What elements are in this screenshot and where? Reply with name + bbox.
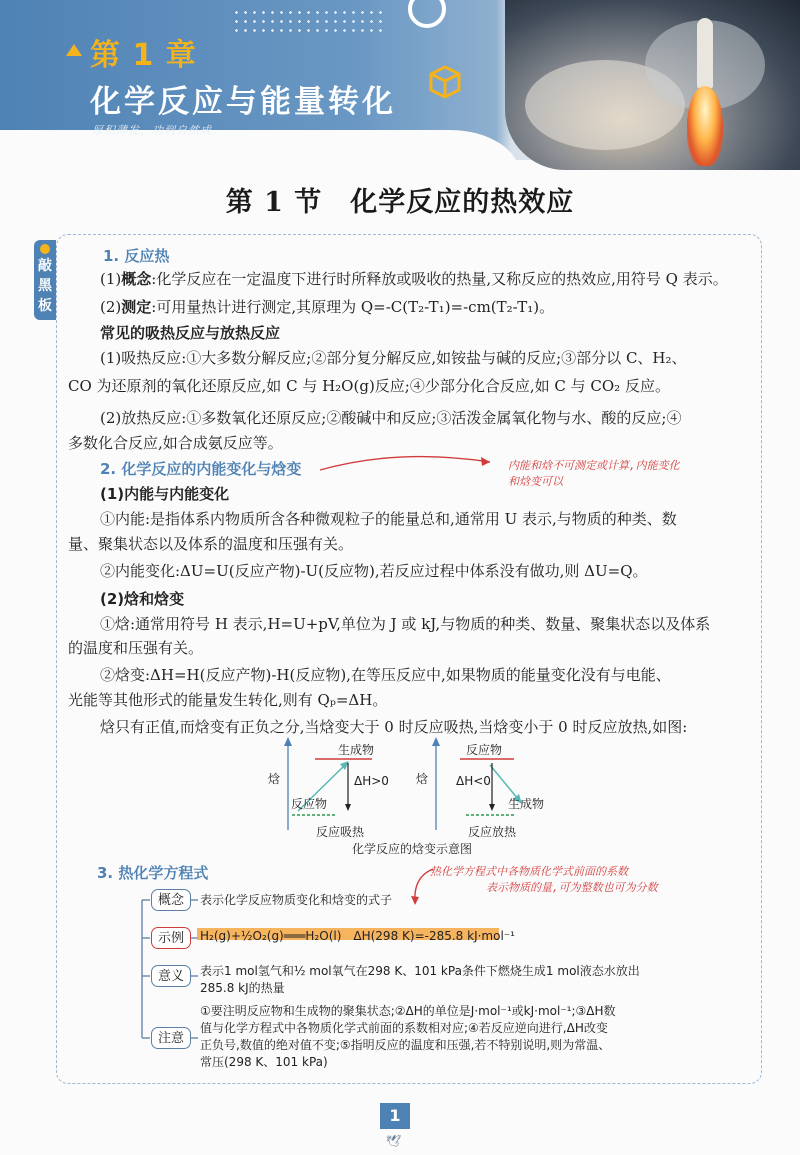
diagram-right-caption: 反应放热 — [468, 825, 517, 839]
bird-icon: 🕊 — [386, 1134, 402, 1148]
bulb-icon — [40, 244, 50, 254]
diagram-left-caption: 反应吸热 — [316, 825, 365, 839]
internal-energy-line-2: 量、聚集状态以及体系的温度和压强有关。 — [68, 535, 354, 553]
mindmap-concept-text: 表示化学反应物质变化和焓变的式子 — [200, 893, 393, 907]
enthalpy-change-line-1: ②焓变:ΔH=H(反应产物)-H(反应物),在等压反应中,如果物质的能量变化没有与电能、 — [100, 666, 671, 684]
diagram-left-dh: ΔH>0 — [354, 774, 389, 788]
mindmap-attention-box: 注意 — [151, 1027, 191, 1049]
endo-line-1: (1)吸热反应:①大多数分解反应;②部分复分解反应,如铵盐与碱的反应;③部分以 C、H₂、 — [100, 349, 687, 367]
note-arrow — [318, 448, 498, 478]
heading-reaction-heat: 1. 反应热 — [103, 247, 170, 265]
flame-icon — [687, 86, 723, 166]
diagram-right-top: 反应物 — [466, 743, 503, 757]
chapter-title: 化学反应与能量转化 — [90, 84, 396, 120]
chapter-number: 第 1 章 — [90, 38, 197, 73]
paragraph-concept: (1)概念:化学反应在一定温度下进行时所释放或吸收的热量,又称反应的热效应,用符号 Q 表示。 — [100, 270, 728, 288]
subheading-endo-exo: 常见的吸热反应与放热反应 — [100, 324, 281, 342]
mindmap-example-equation: H₂(g)+½O₂(g)═══H₂O(l) ΔH(298 K)=-285.8 kJ·mol⁻¹ — [200, 929, 515, 943]
diagram-y-label-left: 焓 — [268, 772, 281, 786]
subheading-internal-energy: (1)内能与内能变化 — [100, 485, 230, 503]
diagram-left-bottom: 反应物 — [291, 797, 328, 811]
enthalpy-diagram — [260, 735, 560, 835]
diagram-title: 化学反应的焓变示意图 — [352, 842, 473, 856]
handwritten-note-coefficients: 热化学方程式中各物质化学式前面的系数 表示物质的量,可为整数也可为分数 — [430, 865, 658, 894]
mindmap-meaning-text: 表示1 mol氢气和½ mol氧气在298 K、101 kPa条件下燃烧生成1 mol液态水放出 285.8 kJ的热量 — [200, 964, 640, 995]
decor-dots — [232, 8, 382, 36]
diagram-y-label-right: 焓 — [416, 772, 429, 786]
enthalpy-line-1: ①焓:通常用符号 H 表示,H=U+pV,单位为 J 或 kJ,与物质的种类、数量、聚集状态以及体系 — [100, 615, 711, 633]
internal-energy-change: ②内能变化:ΔU=U(反应产物)-U(反应物),若反应过程中体系没有做功,则 ΔU=Q。 — [100, 562, 648, 580]
heading-internal-energy: 2. 化学反应的内能变化与焓变 — [100, 460, 302, 478]
subheading-enthalpy: (2)焓和焓变 — [100, 590, 185, 608]
chapter-triangle-icon — [66, 44, 82, 56]
mindmap-concept-box: 概念 — [151, 889, 191, 911]
cube-icon — [428, 64, 462, 100]
page-number: 1 — [380, 1103, 410, 1129]
diagram-right-bottom: 生成物 — [508, 797, 545, 811]
mindmap-meaning-box: 意义 — [151, 965, 191, 987]
paragraph-measurement: (2)测定:可用量热计进行测定,其原理为 Q=-C(T₂-T₁)=-cm(T₂-T₁)。 — [100, 298, 555, 316]
internal-energy-line-1: ①内能:是指体系内物质所含各种微观粒子的能量总和,通常用 U 表示,与物质的种类、数 — [100, 510, 677, 528]
rocket-icon — [697, 18, 713, 88]
mindmap-attention-text: ①要注明反应物和生成物的聚集状态;②ΔH的单位是J·mol⁻¹或kJ·mol⁻¹;③ΔH数 值与化学方程式中各物质化学式前面的系数相对应;④若反应逆向进行,ΔH改变 正负号,数值的绝对值不变;⑤指明反应的温度和压强,若不特别说明,则为常温、 常压(298 K、101 kPa) — [200, 1004, 616, 1069]
diagram-left-top: 生成物 — [338, 743, 375, 757]
enthalpy-sign-line: 焓只有正值,而焓变有正负之分,当焓变大于 0 时反应吸热,当焓变小于 0 时反应放热,如图: — [100, 718, 688, 736]
rocket-photo — [505, 0, 800, 170]
exo-line-2: 多数化合反应,如合成氨反应等。 — [68, 434, 283, 452]
banner-wave — [0, 130, 520, 175]
heading-thermo-equation: 3. 热化学方程式 — [97, 864, 209, 882]
exo-line-1: (2)放热反应:①多数氧化还原反应;②酸碱中和反应;③活泼金属氧化物与水、酸的反应;④ — [100, 409, 682, 427]
diagram-right-dh: ΔH<0 — [456, 774, 491, 788]
handwritten-note-energy: 内能和焓不可测定或计算,内能变化 和焓变可以 — [508, 459, 680, 488]
chapter-motto: 厚积薄发，功到自然成。 — [92, 124, 224, 137]
endo-line-2: CO 为还原剂的氧化还原反应,如 C 与 H₂O(g)反应;④少部分化合反应,如 C 与 CO₂ 反应。 — [68, 377, 670, 395]
section-title: 第 1 节 化学反应的热效应 — [225, 187, 575, 218]
enthalpy-line-2: 的温度和压强有关。 — [68, 639, 204, 657]
mindmap-example-box: 示例 — [151, 927, 191, 949]
side-tab: 敲 黑 板 — [34, 240, 56, 320]
enthalpy-change-line-2: 光能等其他形式的能量发生转化,则有 Qₚ=ΔH。 — [68, 691, 388, 709]
